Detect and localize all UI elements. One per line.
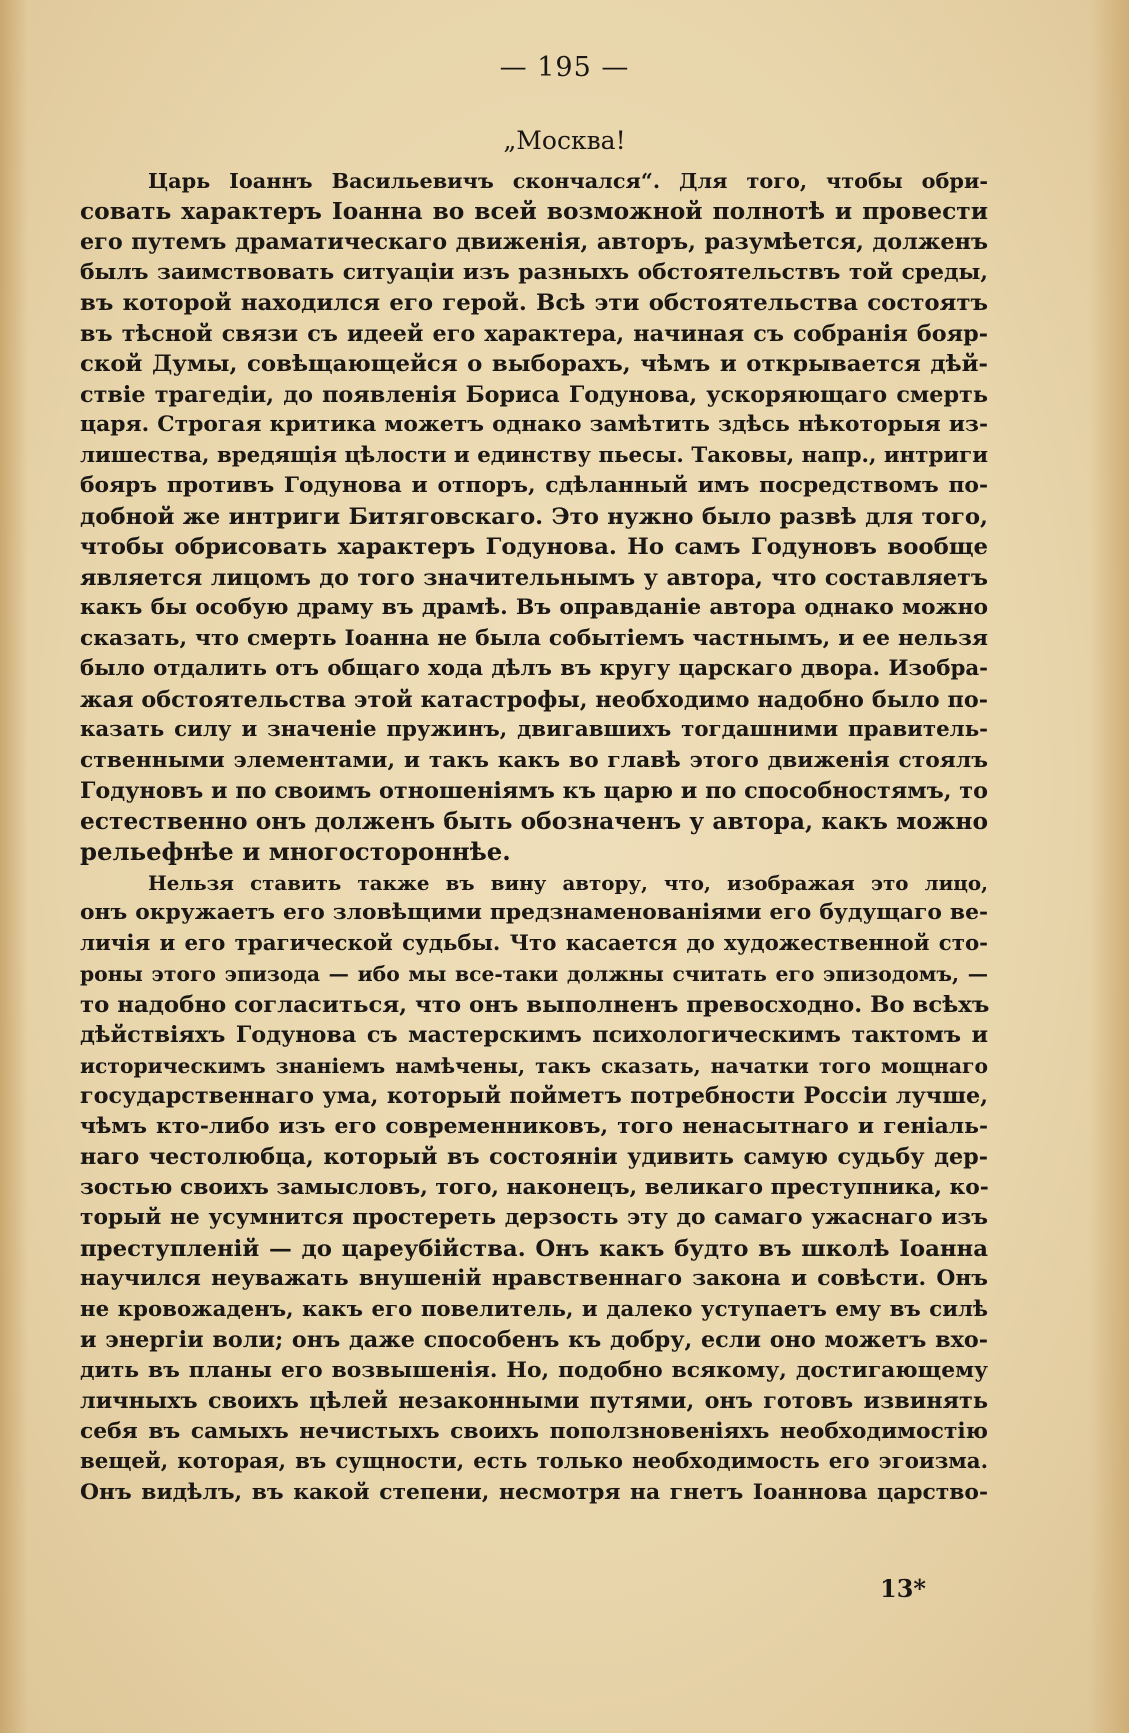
text-line: Онъ видѣлъ, въ какой степени, несмотря на гнетъ Іоаннова царство- bbox=[80, 1479, 988, 1505]
text-line: преступленій — до цареубійства. Онъ какъ будто въ школѣ Іоанна bbox=[80, 1235, 988, 1262]
signature-mark: 13* bbox=[880, 1574, 926, 1603]
body-text bbox=[80, 166, 988, 1508]
text-line: казать силу и значеніе пружинъ, двигавшихъ тогдашними правитель- bbox=[80, 717, 988, 742]
text-line: Годуновъ и по своимъ отношеніямъ къ царю и по способностямъ, то bbox=[80, 778, 988, 804]
text-line: рельефнѣе и многостороннѣе. bbox=[80, 837, 511, 866]
text-line: зостью своихъ замысловъ, того, наконецъ, великаго преступника, ко- bbox=[80, 1174, 989, 1200]
text-line: вещей, которая, въ сущности, есть только необходимость его эгоизма. bbox=[80, 1449, 988, 1474]
page-number: — 195 — bbox=[499, 52, 630, 83]
text-line: ствіе трагедіи, до появленія Бориса Годунова, ускоряющаго смерть bbox=[80, 381, 988, 408]
text-line: естественно онъ долженъ быть обозначенъ у автора, какъ можно bbox=[80, 807, 988, 835]
text-line: роны этого эпизода — ибо мы все-таки должны считать его эпизодомъ, — bbox=[80, 962, 988, 986]
text-line: не кровожаденъ, какъ его повелитель, и далеко уступаетъ ему въ силѣ bbox=[80, 1296, 988, 1322]
text-line: торый не усумнится простереть дерзость эту до самаго ужаснаго изъ bbox=[80, 1205, 988, 1230]
text-line: Нельзя ставить также въ вину автору, что, изображая это лицо, bbox=[148, 870, 988, 895]
text-line: дить въ планы его возвышенія. Но, подобно всякому, достигающему bbox=[80, 1357, 988, 1383]
text-line: себя въ самыхъ нечистыхъ своихъ поползновеніяхъ необходимостію bbox=[80, 1418, 988, 1444]
text-line: наго честолюбца, который въ состояніи удивить самую судьбу дер- bbox=[80, 1144, 988, 1170]
text-line: лишества, вредящія цѣлости и единству пьесы. Таковы, напр., интриги bbox=[80, 442, 988, 468]
text-line: личія и его трагической судьбы. Что касается до художественной сто- bbox=[80, 930, 988, 956]
text-line: сказать, что смерть Іоанна не была событіемъ частнымъ, и ее нельзя bbox=[80, 625, 988, 651]
text-line: въ которой находился его герой. Всѣ эти обстоятельства состоятъ bbox=[80, 290, 988, 316]
text-line: историческимъ знаніемъ намѣчены, такъ сказать, начатки того мощнаго bbox=[80, 1053, 988, 1078]
text-line: Царь Іоаннъ Васильевичъ скончался“. Для того, чтобы обри- bbox=[148, 168, 988, 193]
text-line: какъ бы особую драму въ драмѣ. Въ оправданіе автора однако можно bbox=[80, 595, 988, 620]
text-line: совать характеръ Іоанна во всей возможной полнотѣ и провести bbox=[80, 197, 988, 225]
text-line: личныхъ своихъ цѣлей незаконными путями, онъ готовъ извинять bbox=[80, 1388, 988, 1414]
page-edge-left bbox=[0, 0, 28, 1733]
text-line: чѣмъ кто-либо изъ его современниковъ, того ненасытнаго и геніаль- bbox=[80, 1113, 988, 1139]
text-line: жая обстоятельства этой катастрофы, необходимо надобно было по- bbox=[80, 686, 988, 713]
text-line: въ тѣсной связи съ идеей его характера, начиная съ собранія бояр- bbox=[80, 320, 988, 347]
text-line: царя. Строгая критика можетъ однако замѣтить здѣсь нѣкоторыя из- bbox=[80, 412, 988, 437]
text-line: является лицомъ до того значительнымъ у автора, что составляетъ bbox=[80, 564, 988, 591]
text-line: научился неуважать внушеній нравственнаго закона и совѣсти. Онъ bbox=[80, 1266, 988, 1291]
text-line: бояръ противъ Годунова и отпоръ, сдѣланный имъ посредствомъ по- bbox=[80, 473, 988, 498]
text-line: государственнаго ума, который пойметъ потребности Россіи лучше, bbox=[80, 1083, 988, 1109]
text-line: былъ заимствовать ситуаціи изъ разныхъ обстоятельствъ той среды, bbox=[80, 259, 988, 285]
text-line: и энергіи воли; онъ даже способенъ къ добру, если оно можетъ вхо- bbox=[80, 1327, 988, 1353]
text-line: было отдалить отъ общаго хода дѣлъ въ кругу царскаго двора. Изобра- bbox=[80, 656, 988, 681]
text-line: ственными элементами, и такъ какъ во главѣ этого движенія стоялъ bbox=[80, 747, 988, 773]
page-edge-right bbox=[1089, 0, 1129, 1733]
text-line: добной же интриги Битяговскаго. Это нужно было развѣ для того, bbox=[80, 503, 988, 530]
text-line: ской Думы, совѣщающейся о выборахъ, чѣмъ и открывается дѣй- bbox=[80, 351, 988, 377]
text-line: чтобы обрисовать характеръ Годунова. Но самъ Годуновъ вообще bbox=[80, 534, 988, 560]
text-line: то надобно согласиться, что онъ выполненъ превосходно. Во всѣхъ bbox=[80, 991, 990, 1018]
text-line: его путемъ драматическаго движенія, авторъ, разумѣется, долженъ bbox=[80, 229, 988, 255]
text-line: дѣйствіяхъ Годунова съ мастерскимъ психологическимъ тактомъ и bbox=[80, 1022, 988, 1048]
text-line: онъ окружаетъ его зловѣщими предзнаменованіями его будущаго ве- bbox=[80, 900, 988, 925]
quote-opening: „Москва! bbox=[503, 126, 626, 155]
